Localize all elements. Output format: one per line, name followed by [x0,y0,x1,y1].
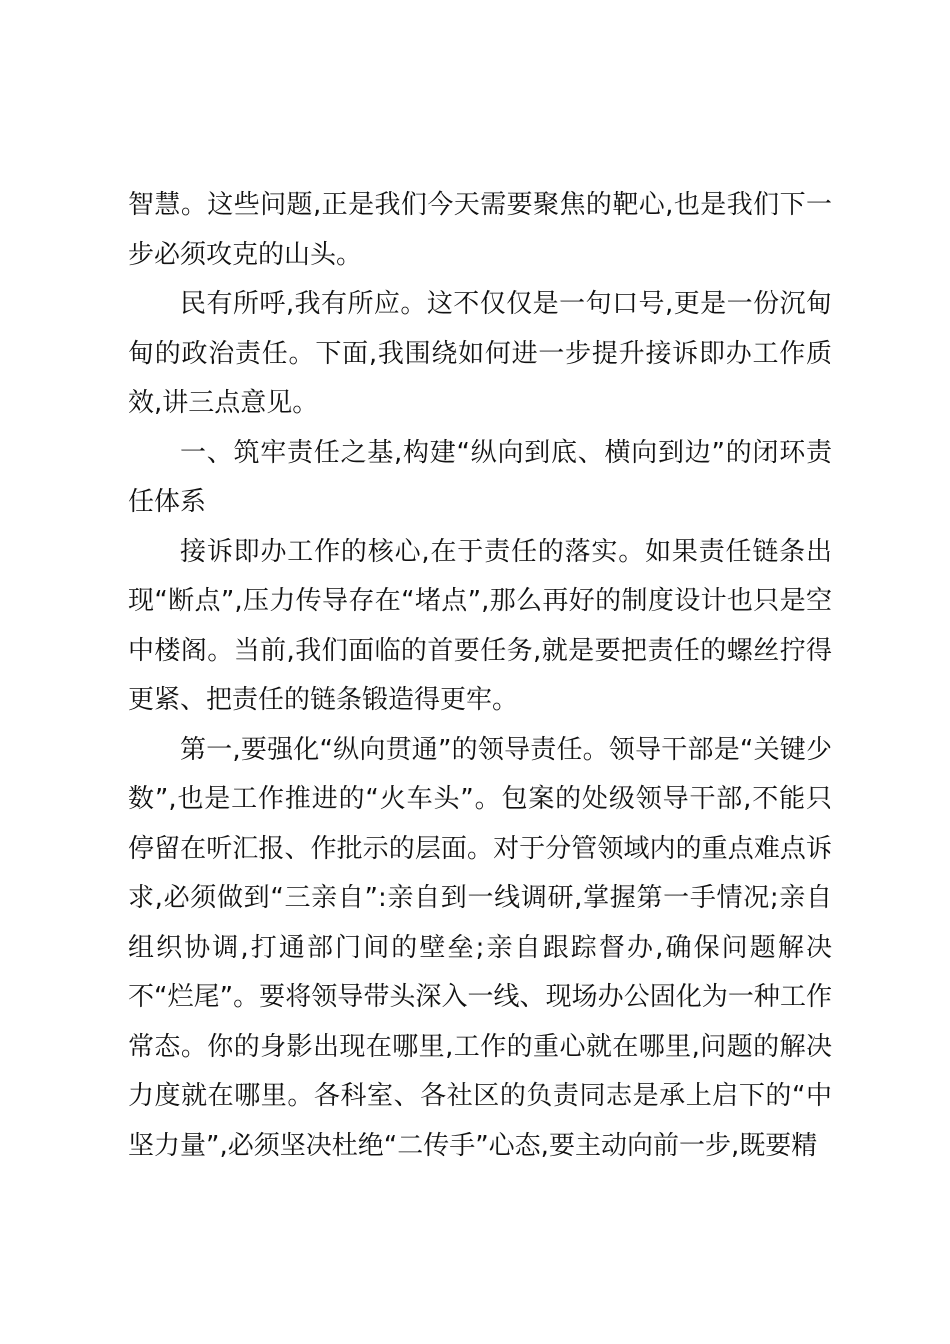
section-heading: 一、筑牢责任之基,构建“纵向到底、横向到边”的闭环责任体系 [128,437,832,517]
paragraph-intro: 民有所呼,我有所应。这不仅仅是一句口号,更是一份沉甸甸的政治责任。下面,我围绕如何进一步提升接诉即办工作质效,讲三点意见。 [128,289,832,418]
paragraph-first-point: 第一,要强化“纵向贯通”的领导责任。领导干部是“关键少数”,也是工作推进的“火车头”。包案的处级领导干部,不能只停留在听汇报、作批示的层面。对于分管领域内的重点难点诉求,必须做到“三亲自”:亲自到一线调研,掌握第一手情况;亲自组织协调,打通部门间的壁垒;亲自跟踪督办,确保问题解决不“烂尾”。要将领导带头深入一线、现场办公固化为一种工作常态。你的身影出现在哪里,工作的重心就在哪里,问题的解决力度就在哪里。各科室、各社区的负责同志是承上启下的“中坚力量”,必须坚决杜绝“二传手”心态,要主动向前一步,既要精 [128,734,832,1161]
paragraph-continuation: 智慧。这些问题,正是我们今天需要聚焦的靶心,也是我们下一步必须攻克的山头。 [128,190,832,270]
document-body [128,181,832,1171]
paragraph-core: 接诉即办工作的核心,在于责任的落实。如果责任链条出现“断点”,压力传导存在“堵点”,那么再好的制度设计也只是空中楼阁。当前,我们面临的首要任务,就是要把责任的螺丝拧得更紧、把责任的链条锻造得更牢。 [128,536,832,715]
